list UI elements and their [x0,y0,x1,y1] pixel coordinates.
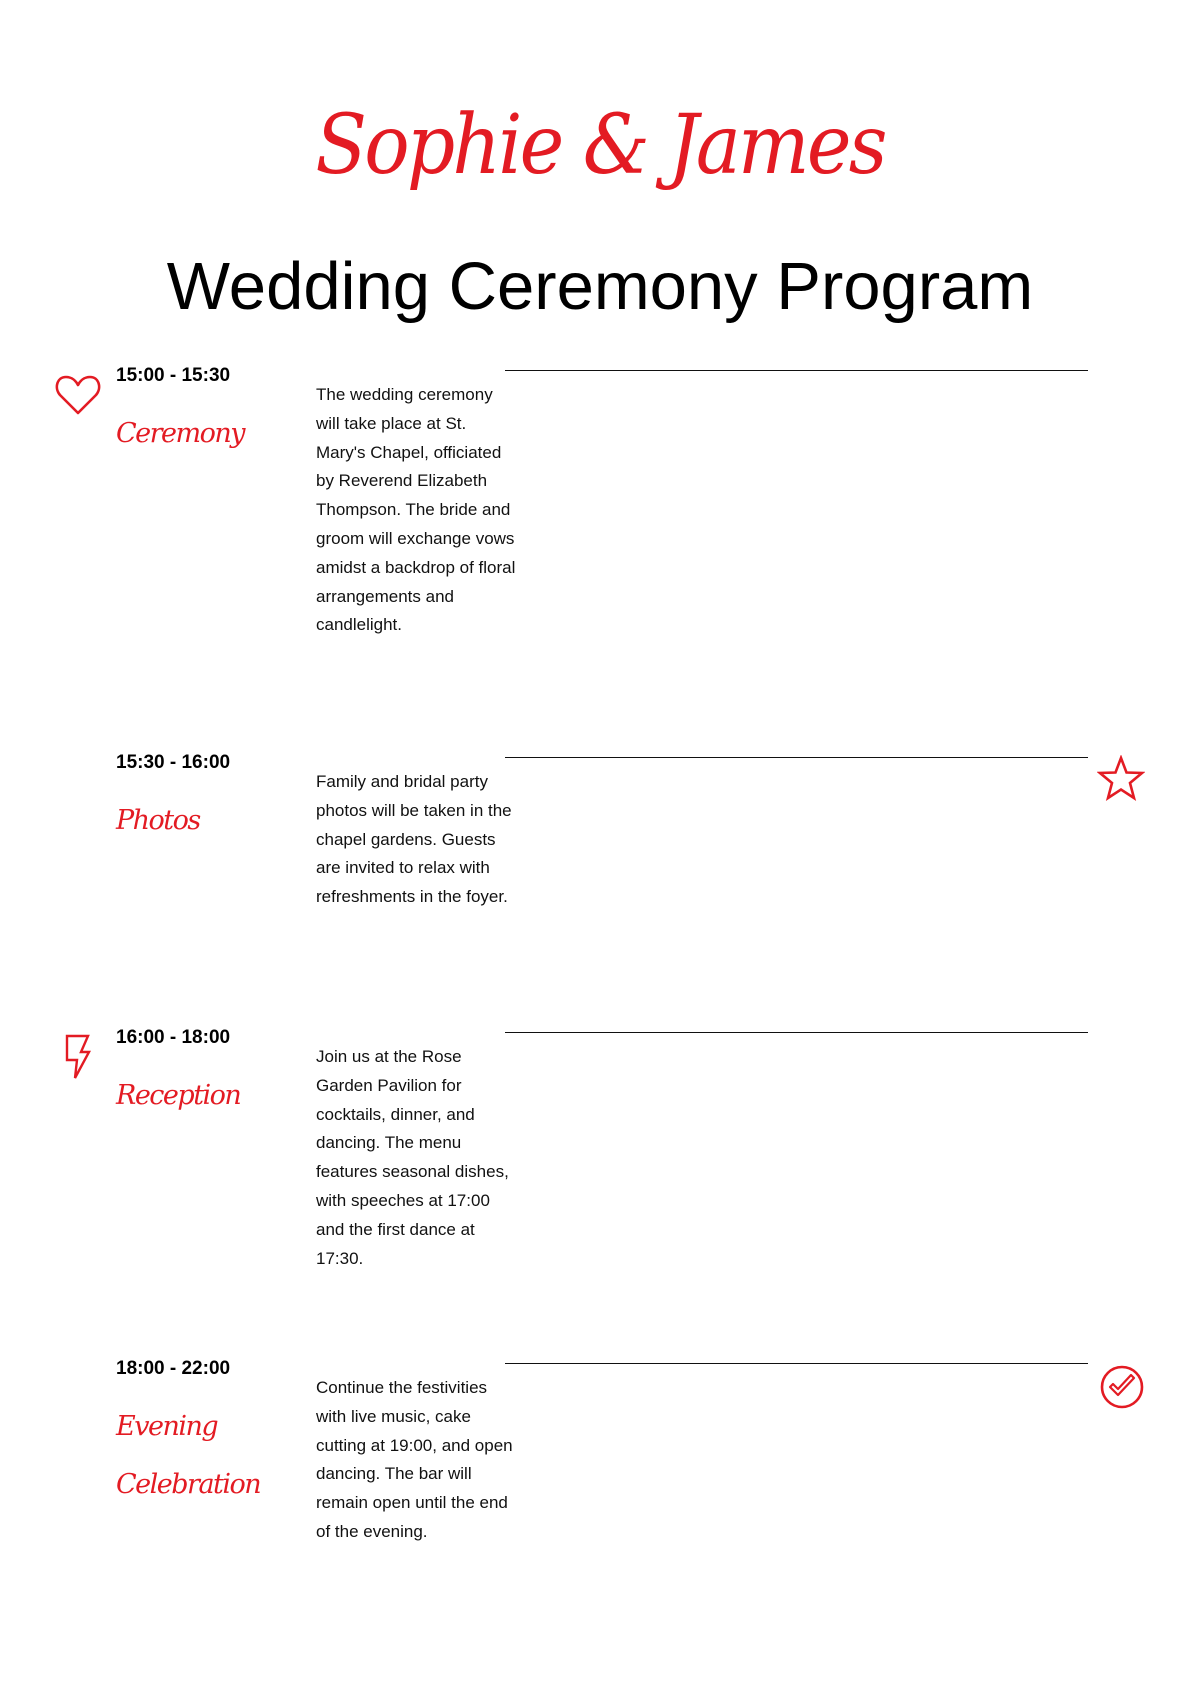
divider-line [505,757,1088,758]
event-description: Join us at the Rose Garden Pavilion for cocktails, dinner, and dancing. The menu features seasonal dishes, with speeches at 17:00 and the first dance at 17:30. [316,1047,509,1268]
event-name: Ceremony [116,418,245,449]
divider-line [505,1363,1088,1364]
divider-line [505,370,1088,371]
event-description: The wedding ceremony will take place at St. Mary's Chapel, officiated by Reverend Elizabeth Thompson. The bride and groom will exchange vows amidst a backdrop of floral arrangements and candlelight. [316,385,516,635]
event-time: 18:00 - 22:00 [116,1358,231,1379]
check-circle-icon [1099,1364,1145,1410]
event-time: 15:00 - 15:30 [116,365,231,386]
page-title: Wedding Ceremony Program [166,249,1034,324]
event-name: Photos [116,805,200,836]
divider-line [505,1032,1088,1033]
event-name: Reception [116,1080,241,1111]
star-icon [1097,755,1145,801]
couple-names: Sophie & James [315,98,885,193]
lightning-bolt-icon [63,1033,93,1081]
event-time: 16:00 - 18:00 [116,1027,231,1048]
event-time: 15:30 - 16:00 [116,752,231,773]
event-name: Evening Celebration [116,1411,261,1500]
heart-icon [55,374,101,416]
event-description: Continue the festivities with live music, cake cutting at 19:00, and open dancing. The bar will remain open until the end of the evening. [316,1378,513,1541]
event-description: Family and bridal party photos will be taken in the chapel gardens. Guests are invited to relax with refreshments in the foyer. [316,772,512,907]
